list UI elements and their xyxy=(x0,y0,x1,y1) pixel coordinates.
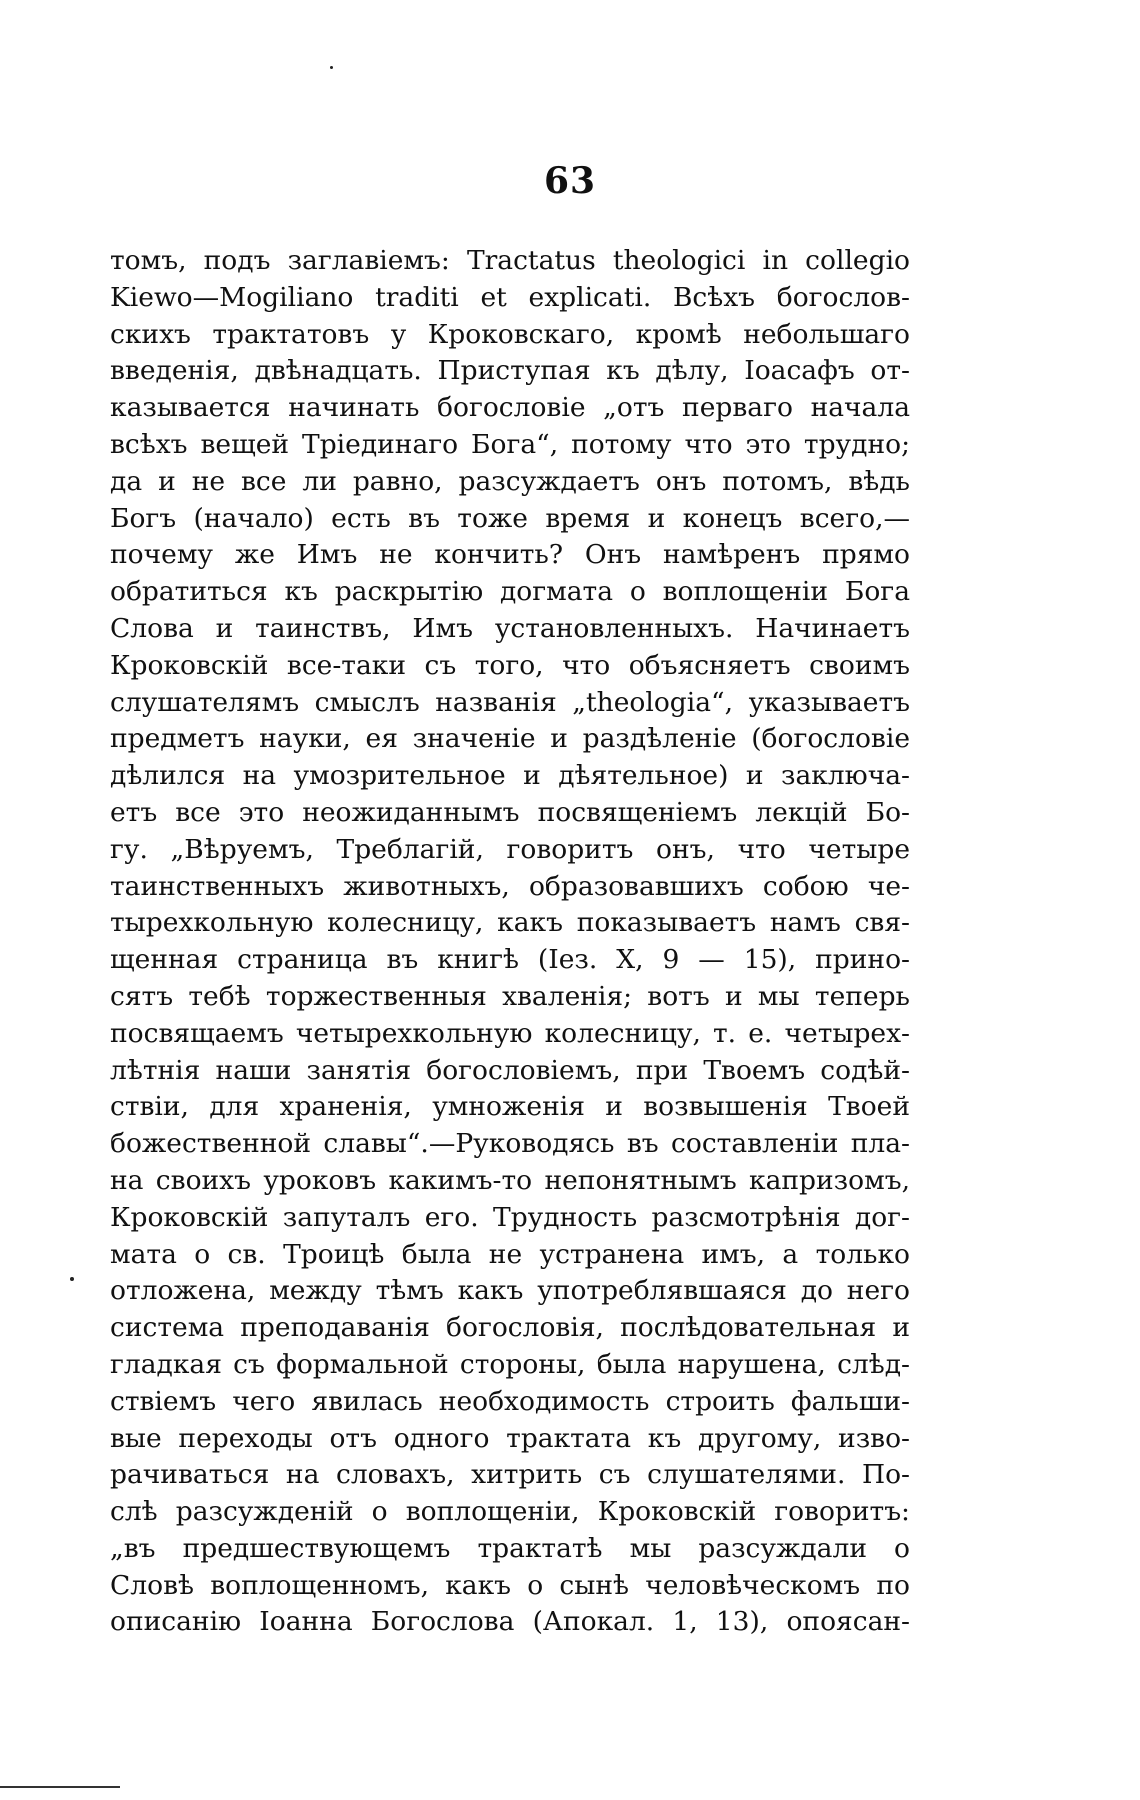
text-line: ствіемъ чего явилась необходимость строить фальши- xyxy=(110,1385,910,1417)
text-line: сятъ тебѣ торжественныя хваленія; вотъ и мы теперь xyxy=(110,980,910,1012)
text-line: Богъ (начало) есть въ тоже время и конецъ всего,— xyxy=(110,502,910,534)
text-line: слѣ разсужденій о воплощеніи, Кроковскій говоритъ: xyxy=(110,1496,910,1528)
text-line: „въ предшествующемъ трактатѣ мы разсуждали о xyxy=(110,1532,910,1564)
text-line: всѣхъ вещей Тріединаго Бога“, потому что это трудно; xyxy=(110,428,910,460)
text-line: да и не все ли равно, разсуждаетъ онъ потомъ, вѣдь xyxy=(110,465,910,497)
text-line: скихъ трактатовъ у Кроковскаго, кромѣ небольшаго xyxy=(110,318,910,350)
text-line: на своихъ уроковъ какимъ-то непонятнымъ капризомъ, xyxy=(110,1164,910,1196)
text-line: щенная страница въ книгѣ (Іез. X, 9 — 15), прино- xyxy=(110,944,910,976)
text-line: описанію Іоанна Богослова (Апокал. 1, 13), опоясан- xyxy=(110,1606,910,1638)
text-line: томъ, подъ заглавіемъ: Tractatus theologici in collegio xyxy=(110,245,910,276)
text-line: гу. „Вѣруемъ, Треблагій, говоритъ онъ, что четыре xyxy=(110,833,910,865)
text-line: мата о св. Троицѣ была не устранена имъ, а только xyxy=(110,1238,910,1270)
text-line: почему же Имъ не кончить? Онъ намѣренъ прямо xyxy=(110,539,910,571)
text-line: Кроковскій запуталъ его. Трудность разсмотрѣнія дог- xyxy=(110,1201,910,1233)
text-line: система преподаванія богословія, послѣдовательная и xyxy=(110,1312,910,1344)
text-line: лѣтнія наши занятія богословіемъ, при Твоемъ содѣй- xyxy=(110,1054,910,1086)
text-line: Kiewo—Mogiliano traditi et explicati. Всѣхъ богослов- xyxy=(110,281,910,313)
text-line: обратиться къ раскрытію догмата о воплощеніи Бога xyxy=(110,576,910,608)
text-line: посвящаемъ четырехкольную колесницу, т. е. четырех- xyxy=(110,1017,910,1049)
text-line: божественной славы“.—Руководясь въ составленіи пла- xyxy=(110,1128,910,1160)
speck-mark xyxy=(70,1277,74,1281)
text-line: Кроковскій все-таки съ того, что объясняетъ своимъ xyxy=(110,649,910,681)
text-line: етъ все это неожиданнымъ посвященіемъ лекцій Бо- xyxy=(110,796,910,828)
text-line: вые переходы отъ одного трактата къ другому, изво- xyxy=(110,1422,910,1454)
text-line: тырехкольную колесницу, какъ показываетъ намъ свя- xyxy=(110,907,910,939)
bottom-edge-mark xyxy=(0,1786,120,1788)
page-number: 63 xyxy=(543,160,597,202)
text-line: гладкая съ формальной стороны, была нарушена, слѣд- xyxy=(110,1348,910,1380)
text-line: рачиваться на словахъ, хитрить съ слушателями. По- xyxy=(110,1459,910,1491)
text-line: Слова и таинствъ, Имъ установленныхъ. Начинаетъ xyxy=(110,612,910,644)
text-line: введенія, двѣнадцать. Приступая къ дѣлу, Іоасафъ от- xyxy=(110,355,910,387)
text-line: таинственныхъ животныхъ, образовавшихъ собою че- xyxy=(110,870,910,902)
body-text xyxy=(110,243,910,1641)
text-line: слушателямъ смыслъ названія „theologia“, указываетъ xyxy=(110,686,910,718)
text-line: предметъ науки, ея значеніе и раздѣленіе (богословіе xyxy=(110,723,910,755)
text-line: ствіи, для храненія, умноженія и возвышенія Твоей xyxy=(110,1091,910,1123)
text-line: казывается начинать богословіе „отъ перваго начала xyxy=(110,392,910,424)
text-line: дѣлился на умозрительное и дѣятельное) и заключа- xyxy=(110,760,910,792)
speck-mark xyxy=(330,66,333,69)
text-line: Словѣ воплощенномъ, какъ о сынѣ человѣческомъ по xyxy=(110,1569,910,1601)
text-line: отложена, между тѣмъ какъ употреблявшаяся до него xyxy=(110,1275,910,1307)
